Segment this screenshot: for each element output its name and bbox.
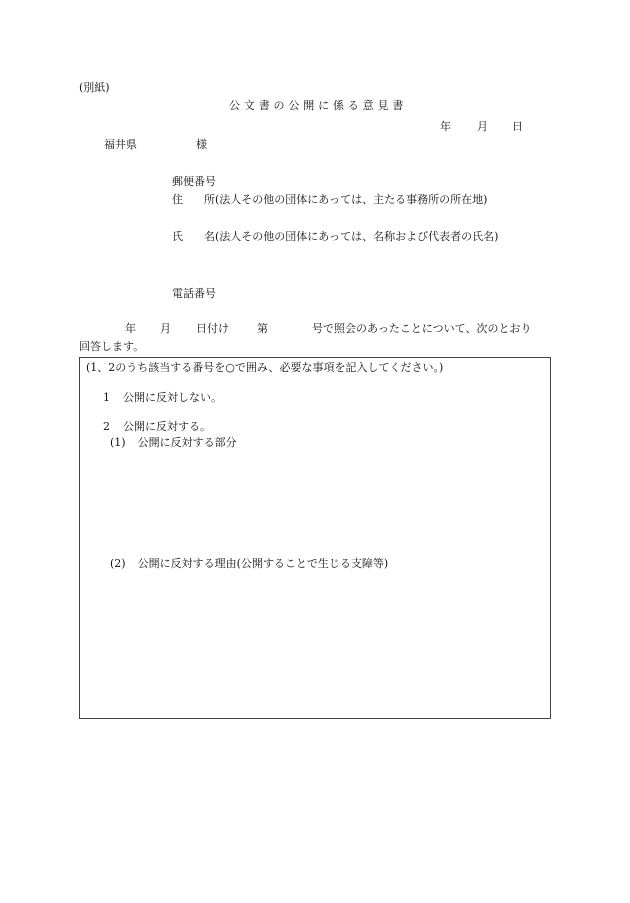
sub-item-1-number: (1) xyxy=(110,436,126,449)
response-instruction: (1、2のうち該当する番号を○で囲み、必要な事項を記入してください。) xyxy=(86,361,444,374)
option-2 xyxy=(103,421,211,432)
response-box xyxy=(79,357,551,719)
date-year-label: 年 xyxy=(440,120,451,133)
name-row xyxy=(172,231,498,242)
reference-number-prefix: 第 xyxy=(257,322,268,335)
addressee-prefecture: 福井県 xyxy=(104,138,137,151)
sub-item-2 xyxy=(110,558,388,569)
reference-year: 年 xyxy=(125,322,136,335)
name-note: (法人その他の団体にあっては、名称および代表者の氏名) xyxy=(215,230,499,243)
address-row xyxy=(172,194,487,205)
option-1-number: 1 xyxy=(103,391,110,404)
date-month-label: 月 xyxy=(477,120,488,133)
name-label-second-char: 名 xyxy=(204,230,215,243)
reference-sentence: 号で照会のあったことについて、次のとおり xyxy=(312,322,532,335)
phone-label: 電話番号 xyxy=(172,287,216,300)
sub-item-2-text: 公開に反対する理由(公開することで生じる支障等) xyxy=(137,557,389,570)
option-1 xyxy=(103,392,222,403)
option-2-text: 公開に反対する。 xyxy=(123,420,211,433)
sub-item-2-number: (2) xyxy=(110,557,126,570)
address-label-first-char: 住 xyxy=(172,193,183,206)
option-2-number: 2 xyxy=(103,420,110,433)
address-label-second-char: 所 xyxy=(204,193,215,206)
address-note: (法人その他の団体にあっては、主たる事務所の所在地) xyxy=(215,193,488,206)
reference-month: 月 xyxy=(160,322,171,335)
sub-item-1 xyxy=(110,437,237,448)
date-day-label: 日 xyxy=(512,120,523,133)
attachment-label: (別紙) xyxy=(79,81,110,94)
postal-code-label: 郵便番号 xyxy=(172,175,216,188)
addressee-honorific: 様 xyxy=(196,138,207,151)
name-label-first-char: 氏 xyxy=(172,230,183,243)
option-1-text: 公開に反対しない。 xyxy=(123,391,222,404)
sub-item-1-text: 公開に反対する部分 xyxy=(137,436,237,449)
reference-sentence-continuation: 回答します。 xyxy=(79,340,145,353)
reference-date-suffix: 日付け xyxy=(196,322,229,335)
page-title: 公文書の公開に係る意見書 xyxy=(229,99,408,112)
